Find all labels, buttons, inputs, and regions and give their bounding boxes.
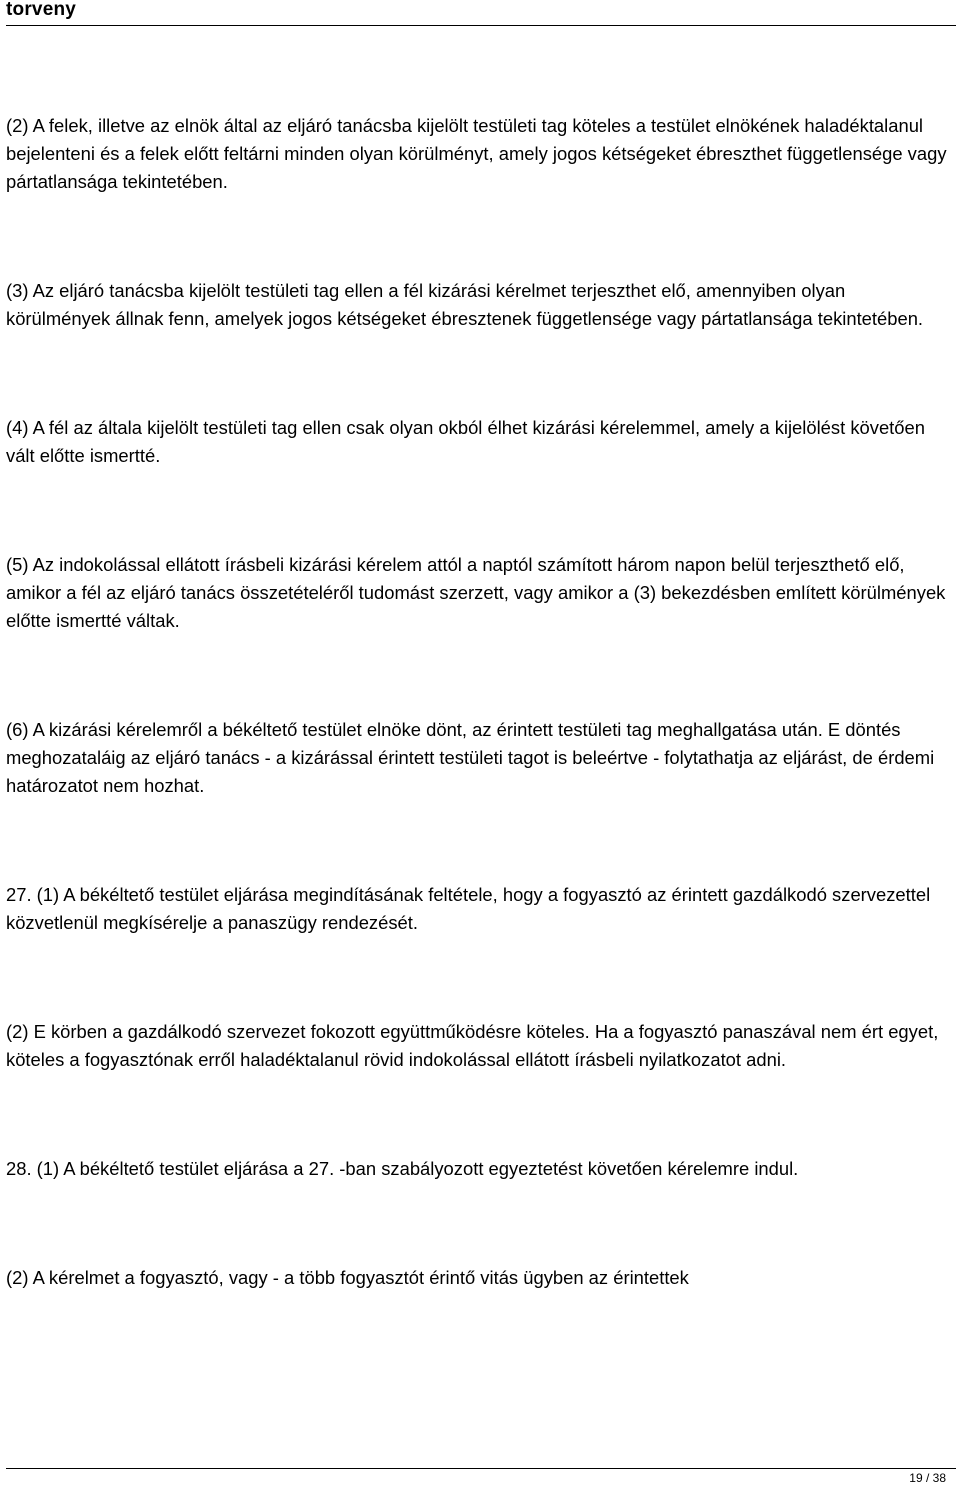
page-number: 19 / 38 — [909, 1471, 946, 1485]
document-body — [6, 112, 954, 1292]
paragraph-27-2: (2) E körben a gazdálkodó szervezet fokozott együttműködésre köteles. Ha a fogyasztó panaszával nem ért egyet, köteles a fogyasztónak erről haladéktalanul rövid indokolással ellátott írásbeli nyilatkozatot adni. — [6, 1021, 939, 1070]
paragraph-26-6: (6) A kizárási kérelemről a békéltető testület elnöke dönt, az érintett testületi tag meghallgatása után. E döntés meghozataláig az eljáró tanács - a kizárással érintett testületi tagot is beleértve - folytathatja az eljárást, de érdemi határozatot nem hozhat. — [6, 719, 935, 796]
footer-divider — [6, 1468, 956, 1469]
paragraph-26-5: (5) Az indokolással ellátott írásbeli kizárási kérelem attól a naptól számított három napon belül terjeszthető elő, amikor a fél az eljáró tanács összetételéről tudomást szerzett, vagy amikor a (3) bekezdésben említett körülmények előtte ismertté váltak. — [6, 554, 946, 631]
paragraph-26-4: (4) A fél az általa kijelölt testületi tag ellen csak olyan okból élhet kizárási kérelemmel, amely a kijelölést követően vált előtte ismertté. — [6, 417, 925, 466]
paragraph-26-2: (2) A felek, illetve az elnök által az eljáró tanácsba kijelölt testületi tag köteles a testület elnökének haladéktalanul bejelenteni és a felek előtt feltárni minden olyan körülményt, amely jogos kétségeket ébreszthet függetlensége vagy pártatlansága tekintetében. — [6, 115, 947, 192]
paragraph-26-3: (3) Az eljáró tanácsba kijelölt testületi tag ellen a fél kizárási kérelmet terjeszthet elő, amennyiben olyan körülmények állnak fenn, amelyek jogos kétségeket ébresztenek függetlensége vagy pártatlansága tekintetében. — [6, 280, 924, 329]
header-divider — [6, 25, 956, 26]
document-title: torveny — [6, 0, 77, 20]
paragraph-28-1: 28. (1) A békéltető testület eljárása a 27. -ban szabályozott egyeztetést követően kérelemre indul. — [6, 1158, 799, 1179]
paragraph-28-2: (2) A kérelmet a fogyasztó, vagy - a több fogyasztót érintő vitás ügyben az érintettek — [6, 1267, 689, 1288]
paragraph-27-1: 27. (1) A békéltető testület eljárása megindításának feltétele, hogy a fogyasztó az érintett gazdálkodó szervezettel közvetlenül megkísérelje a panaszügy rendezését. — [6, 884, 931, 933]
